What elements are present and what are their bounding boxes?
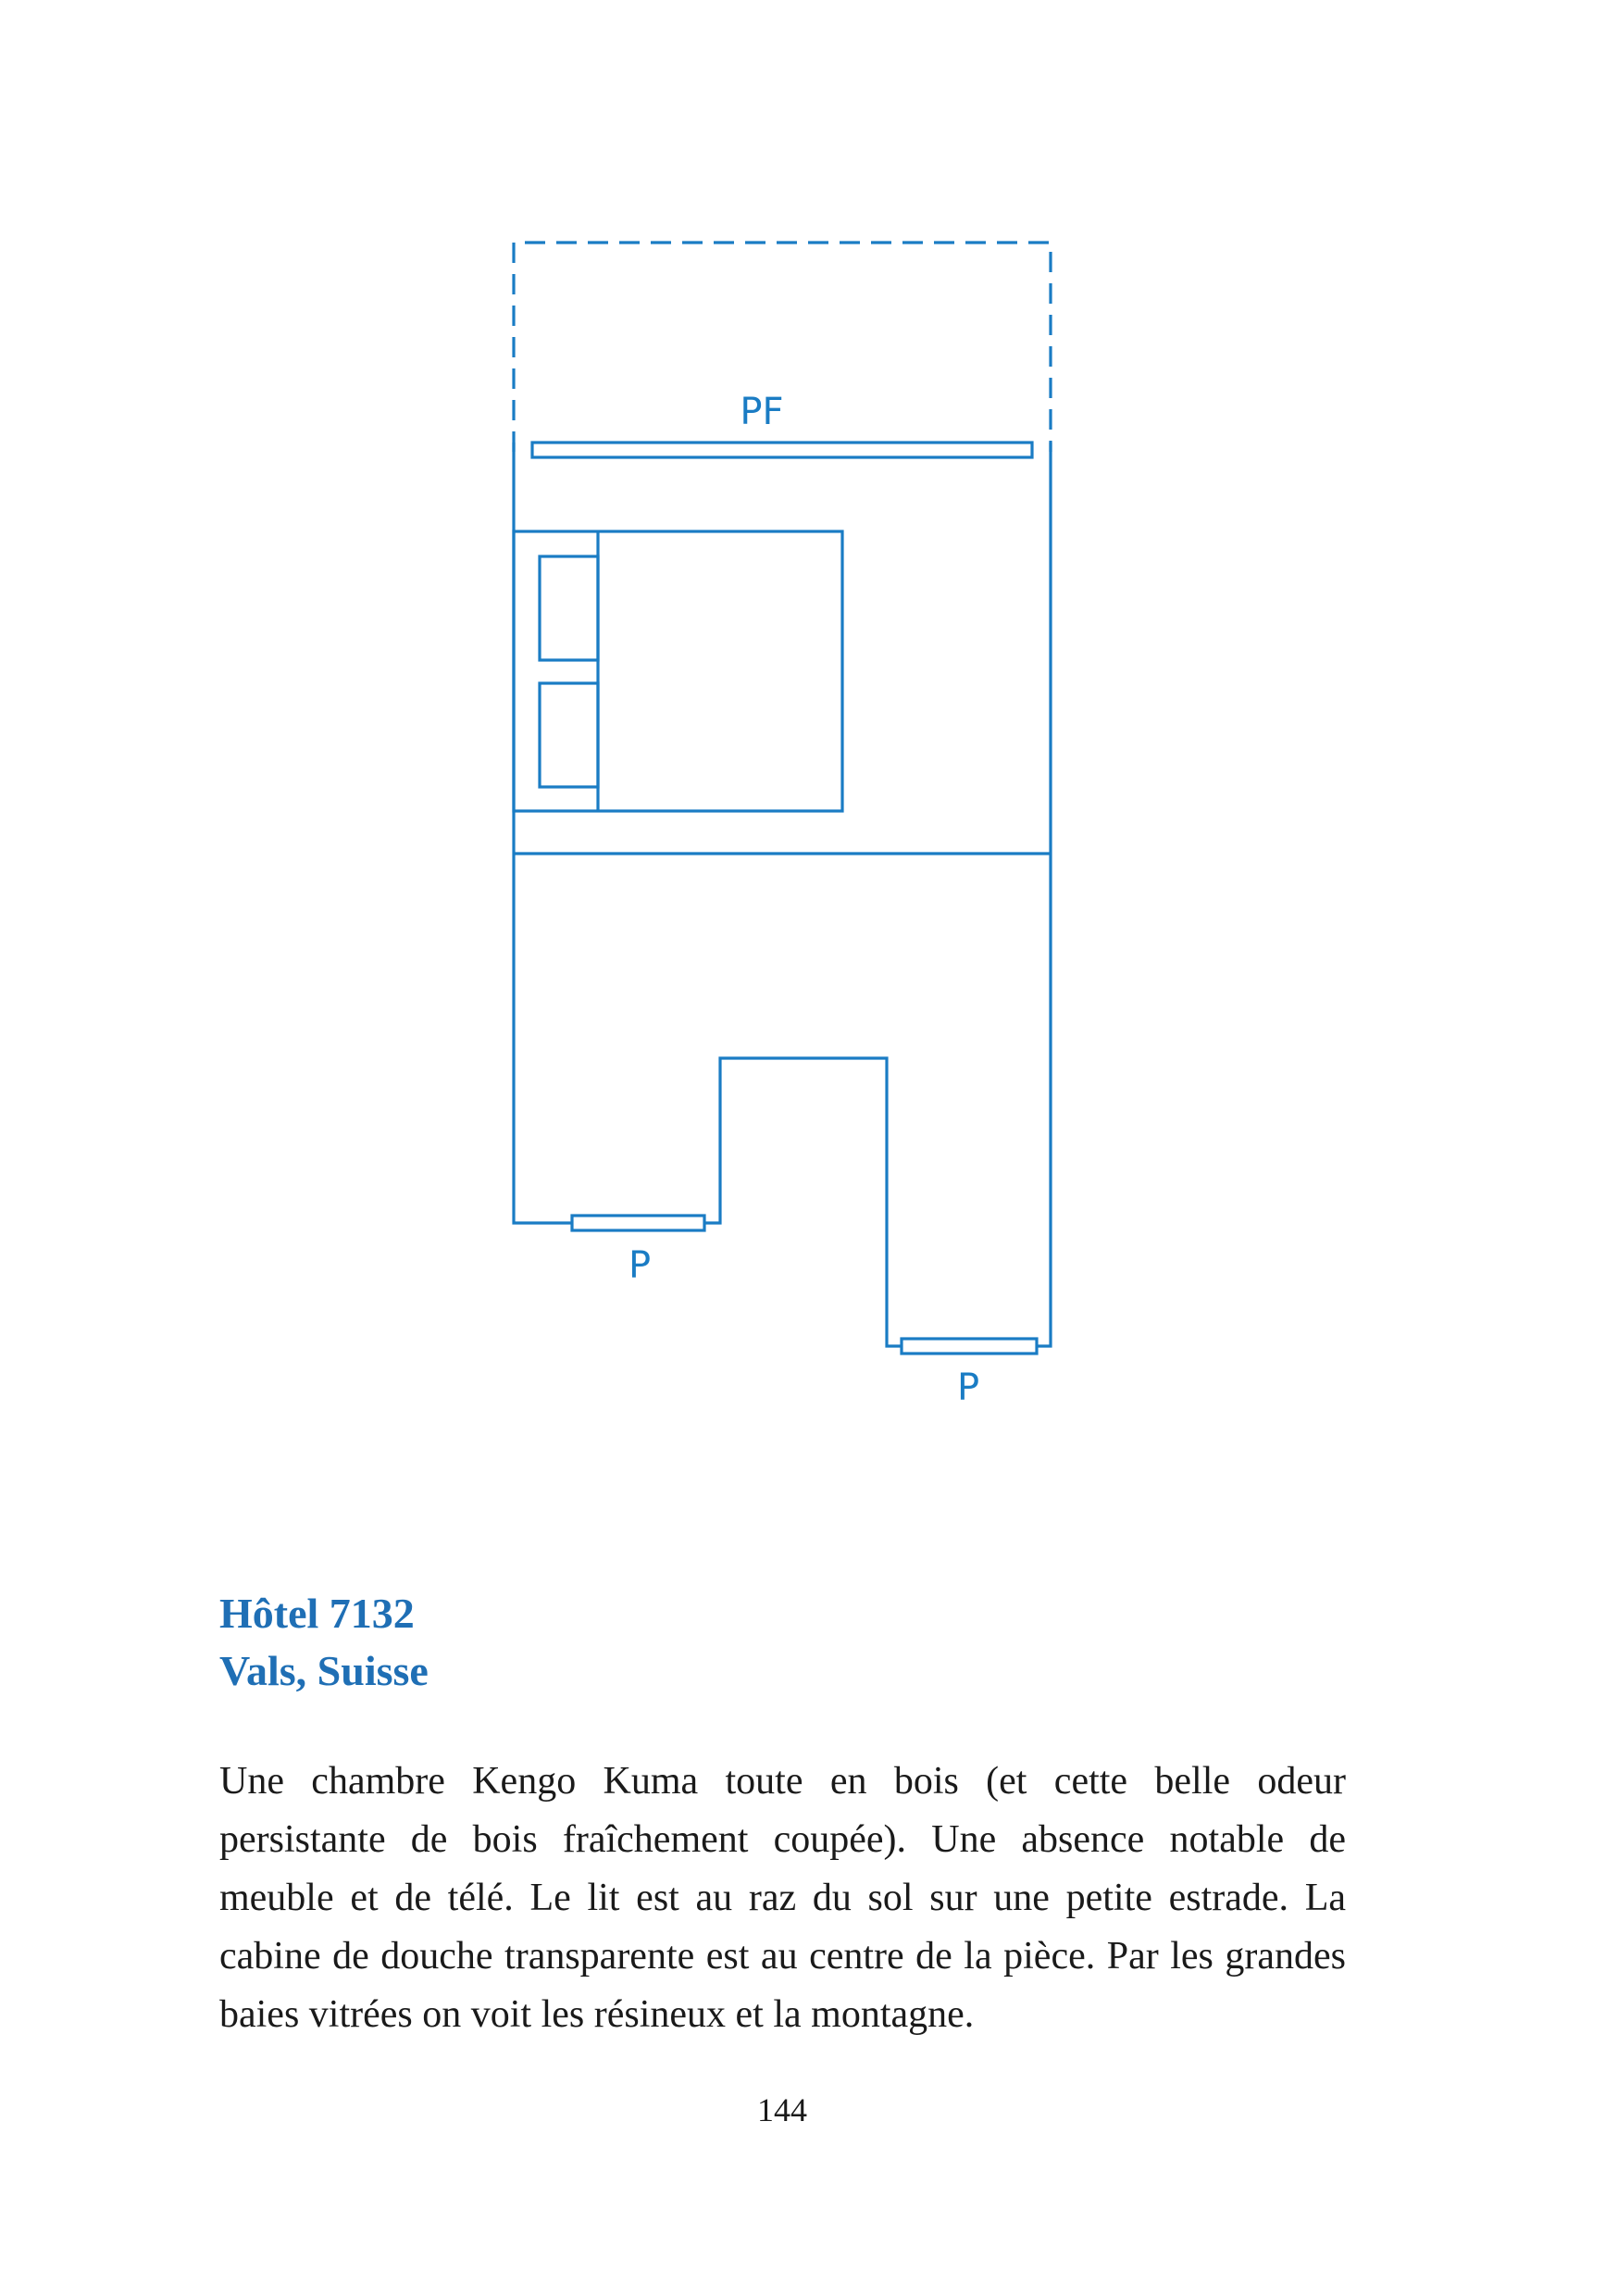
door-left-label: P: [628, 1244, 652, 1287]
page-number: 144: [757, 2091, 807, 2128]
wall-lower-right: [1037, 854, 1051, 1346]
hotel-name: Hôtel 7132: [219, 1590, 415, 1637]
door-right-label: P: [956, 1366, 980, 1409]
wall-lower-outline: [514, 854, 572, 1223]
door-right: [902, 1339, 1037, 1354]
hotel-heading: [219, 1585, 429, 1700]
description-paragraph: Une chambre Kengo Kuma toute en bois (et cette belle odeur persistante de bois fraîchement coupée). Une absence notable de meuble et de télé. Le lit est au raz du sol sur une petite estrade. La cabine de douche transparente est au centre de la pièce. Par les grandes baies vitrées on voit les résineux et la montagne.: [219, 1760, 1346, 2036]
pillow-top: [540, 556, 598, 660]
door-left: [572, 1216, 704, 1230]
wall-bathroom-notch: [704, 1058, 902, 1346]
hotel-location: Vals, Suisse: [219, 1647, 429, 1694]
french-window: [532, 443, 1032, 457]
window-label: PF: [740, 391, 784, 433]
bed: [514, 531, 842, 811]
pillow-bottom: [540, 683, 598, 787]
